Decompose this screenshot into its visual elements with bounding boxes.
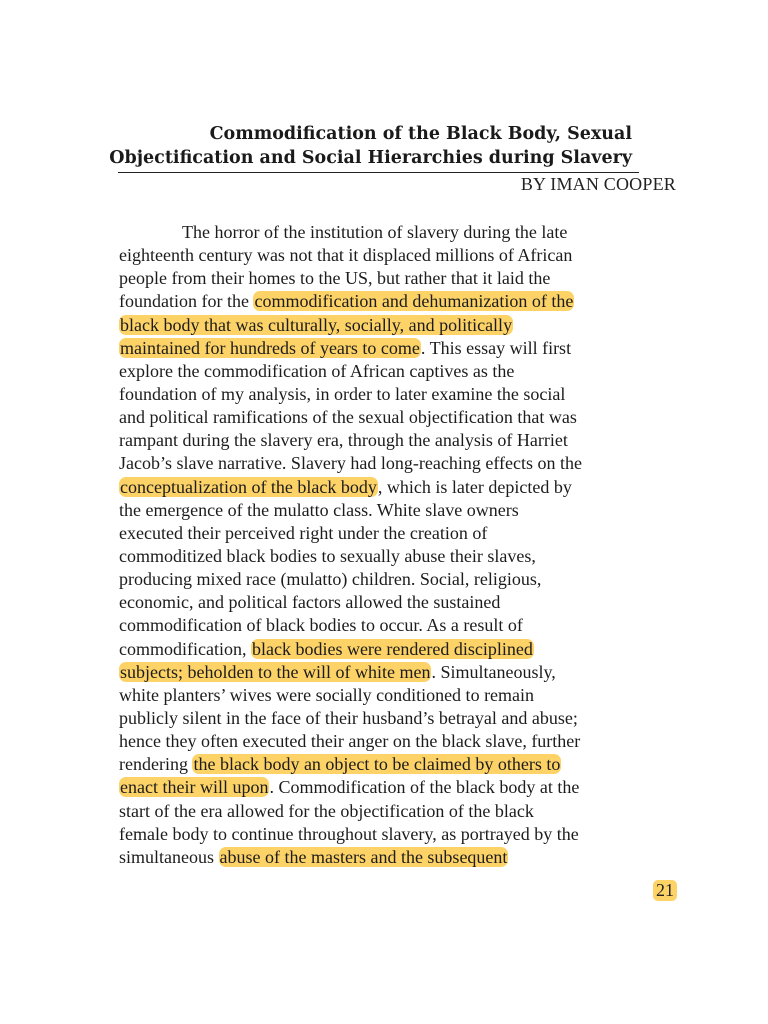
- text-segment: The horror of the institution of slavery during the late: [119, 222, 568, 242]
- highlighted-text: black body that was culturally, socially, and politically: [120, 314, 513, 335]
- text-segment: publicly silent in the face of their husband’s betrayal and abuse;: [119, 707, 578, 728]
- text-line: [119, 776, 679, 799]
- text-line: [119, 823, 679, 846]
- text-line: [119, 383, 679, 406]
- text-line: [119, 753, 679, 776]
- text-line: [119, 545, 679, 568]
- text-line: [119, 846, 679, 869]
- text-line: [119, 429, 679, 452]
- text-line: [119, 290, 679, 313]
- text-line: [119, 452, 679, 475]
- highlighted-text: the black body an object to be claimed by others to: [193, 754, 561, 775]
- text-segment: commodification,: [119, 638, 251, 659]
- text-segment: economic, and political factors allowed the sustained: [119, 592, 501, 613]
- text-segment: simultaneous: [119, 846, 219, 867]
- text-segment: rampant during the slavery era, through the analysis of Harriet: [119, 430, 568, 451]
- text-segment: explore the commodification of African captives as the: [119, 360, 515, 381]
- text-line: [119, 476, 679, 499]
- text-line: [119, 337, 679, 360]
- text-segment: eighteenth century was not that it displaced millions of African: [119, 245, 573, 266]
- text-segment: white planters’ wives were socially conditioned to remain: [119, 684, 535, 705]
- text-line: [119, 684, 679, 707]
- text-segment: . Commodification of the black body at the: [269, 777, 580, 798]
- text-segment: producing mixed race (mulatto) children. Social, religious,: [119, 569, 542, 590]
- text-line: [119, 730, 679, 753]
- highlighted-text: enact their will upon: [120, 777, 269, 798]
- text-line: [119, 614, 679, 637]
- title-divider: [118, 172, 639, 173]
- text-segment: foundation for the: [119, 291, 254, 312]
- text-segment: female body to continue throughout slavery, as portrayed by the: [119, 823, 579, 844]
- text-segment: and political ramifications of the sexual objectification that was: [119, 407, 577, 428]
- text-segment: Jacob’s slave narrative. Slavery had long-reaching effects on the: [119, 453, 582, 474]
- title-line-1: Commodification of the Black Body, Sexual: [209, 124, 632, 144]
- text-segment: people from their homes to the US, but rather that it laid the: [119, 268, 551, 289]
- highlighted-text: abuse of the masters and the subsequent: [219, 846, 508, 867]
- text-line: [119, 267, 679, 290]
- text-line: [119, 707, 679, 730]
- text-line: [119, 591, 679, 614]
- title-line-2: Objectification and Social Hierarchies during Slavery: [109, 148, 632, 168]
- text-segment: the emergence of the mulatto class. White slave owners: [119, 499, 519, 520]
- text-segment: executed their perceived right under the creation of: [119, 522, 488, 543]
- text-line: [119, 499, 679, 522]
- text-line: [119, 221, 679, 244]
- highlighted-text: conceptualization of the black body: [120, 476, 377, 497]
- text-line: [119, 568, 679, 591]
- highlighted-text: black bodies were rendered disciplined: [251, 638, 533, 659]
- text-line: [119, 638, 679, 661]
- text-segment: commoditized black bodies to sexually abuse their slaves,: [119, 545, 536, 566]
- author-byline: BY IMAN COOPER: [520, 174, 676, 194]
- essay-body: [119, 221, 679, 869]
- text-segment: rendering: [119, 754, 193, 775]
- text-line: [119, 406, 679, 429]
- text-line: [119, 244, 679, 267]
- text-segment: . This essay will first: [420, 337, 572, 358]
- highlighted-text: maintained for hundreds of years to come: [120, 337, 420, 358]
- text-segment: , which is later depicted by: [377, 476, 572, 497]
- highlighted-text: subjects; beholden to the will of white men: [120, 661, 431, 682]
- text-line: [119, 800, 679, 823]
- text-line: [119, 522, 679, 545]
- text-line: [119, 360, 679, 383]
- page-number: 21: [653, 880, 677, 901]
- text-segment: foundation of my analysis, in order to later examine the social: [119, 383, 566, 404]
- text-segment: start of the era allowed for the objectification of the black: [119, 800, 534, 821]
- highlighted-text: commodification and dehumanization of the: [254, 291, 574, 312]
- text-segment: commodification of black bodies to occur. As a result of: [119, 615, 523, 636]
- text-segment: hence they often executed their anger on the black slave, further: [119, 731, 581, 752]
- text-line: [119, 661, 679, 684]
- text-segment: . Simultaneously,: [431, 661, 556, 682]
- text-line: [119, 314, 679, 337]
